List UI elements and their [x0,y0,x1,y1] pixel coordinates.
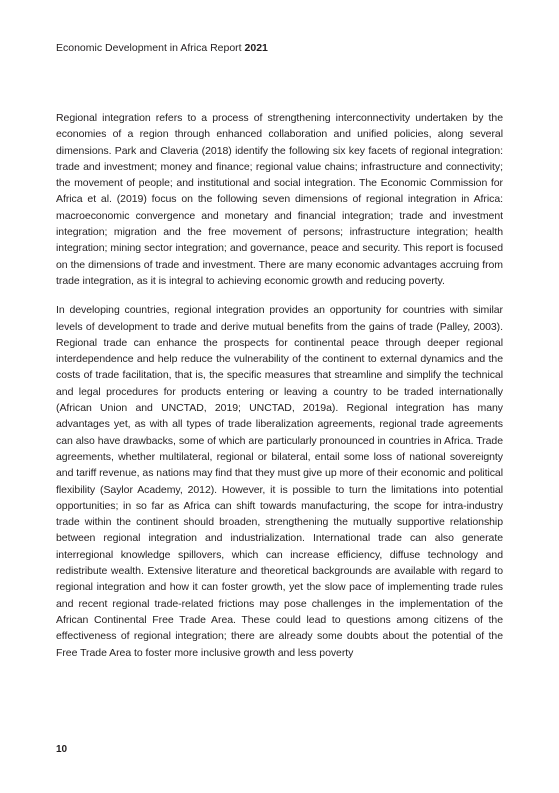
paragraph-regional-integration-definition: Regional integration refers to a process of strengthening interconnectivity undertaken by the economies of a region through enhanced collaboration and unified policies, along several dimensions. Park and Claveria (2018) identify the following six key facets of regional integration: trade and investment; money and finance; regional value chains; infrastructure and connectivity; the movement of people; and institutional and social integration. The Economic Commission for Africa et al. (2019) focus on the following seven dimensions of regional integration in Africa: macroeconomic convergence and monetary and financial integration; trade and investment integration; migration and the free movement of persons; infrastructure integration; health integration; mining sector integration; and governance, peace and security. This report is focused on the dimensions of trade and investment. There are many economic advantages accruing from trade integration, as it is integral to achieving economic growth and reducing poverty. [56,112,503,287]
paragraph-developing-countries: In developing countries, regional integration provides an opportunity for countries with similar levels of development to trade and derive mutual benefits from the gains of trade (Palley, 2003). Regional trade can enhance the prospects for continental peace through deeper regional interdependence and help reduce the vulnerability of the continent to external dynamics and the costs of trade facilitation, that is, the specific measures that streamline and simplify the technical and legal procedures for products entering or leaving a country to be traded internationally (African Union and UNCTAD, 2019; UNCTAD, 2019a). Regional integration has many advantages yet, as with all types of trade liberalization agreements, regional trade agreements can also have drawbacks, some of which are particularly pronounced in countries in Africa. Trade agreements, whether multilateral, regional or bilateral, entail some loss of national sovereignty and tariff revenue, as nations may find that they must give up more of their economic and political flexibility (Saylor Academy, 2012). However, it is possible to turn the limitations into potential opportunities; in so far as Africa can shift towards manufacturing, the scope for intra-industry trade within the continent should broaden, strengthening the mutually supportive relationship between regional integration and industrialization. International trade can also generate interregional knowledge spillovers, which can increase efficiency, diffuse technology and redistribute wealth. Extensive literature and theoretical backgrounds are available with regard to regional integration and how it can foster growth, yet the slow pace of implementing trade rules and recent regional trade-related frictions may pose challenges in the implementation of the African Continental Free Trade Area. These could lead to questions among citizens of the effectiveness of regional integration; there are already some doubts about the potential of the Free Trade Area to foster more inclusive growth and less poverty [56,304,503,659]
running-header [56,42,268,55]
report-title: Economic Development in Africa Report [56,42,242,54]
page-number: 10 [56,744,68,755]
report-year: 2021 [244,42,268,54]
body-text [56,110,503,674]
